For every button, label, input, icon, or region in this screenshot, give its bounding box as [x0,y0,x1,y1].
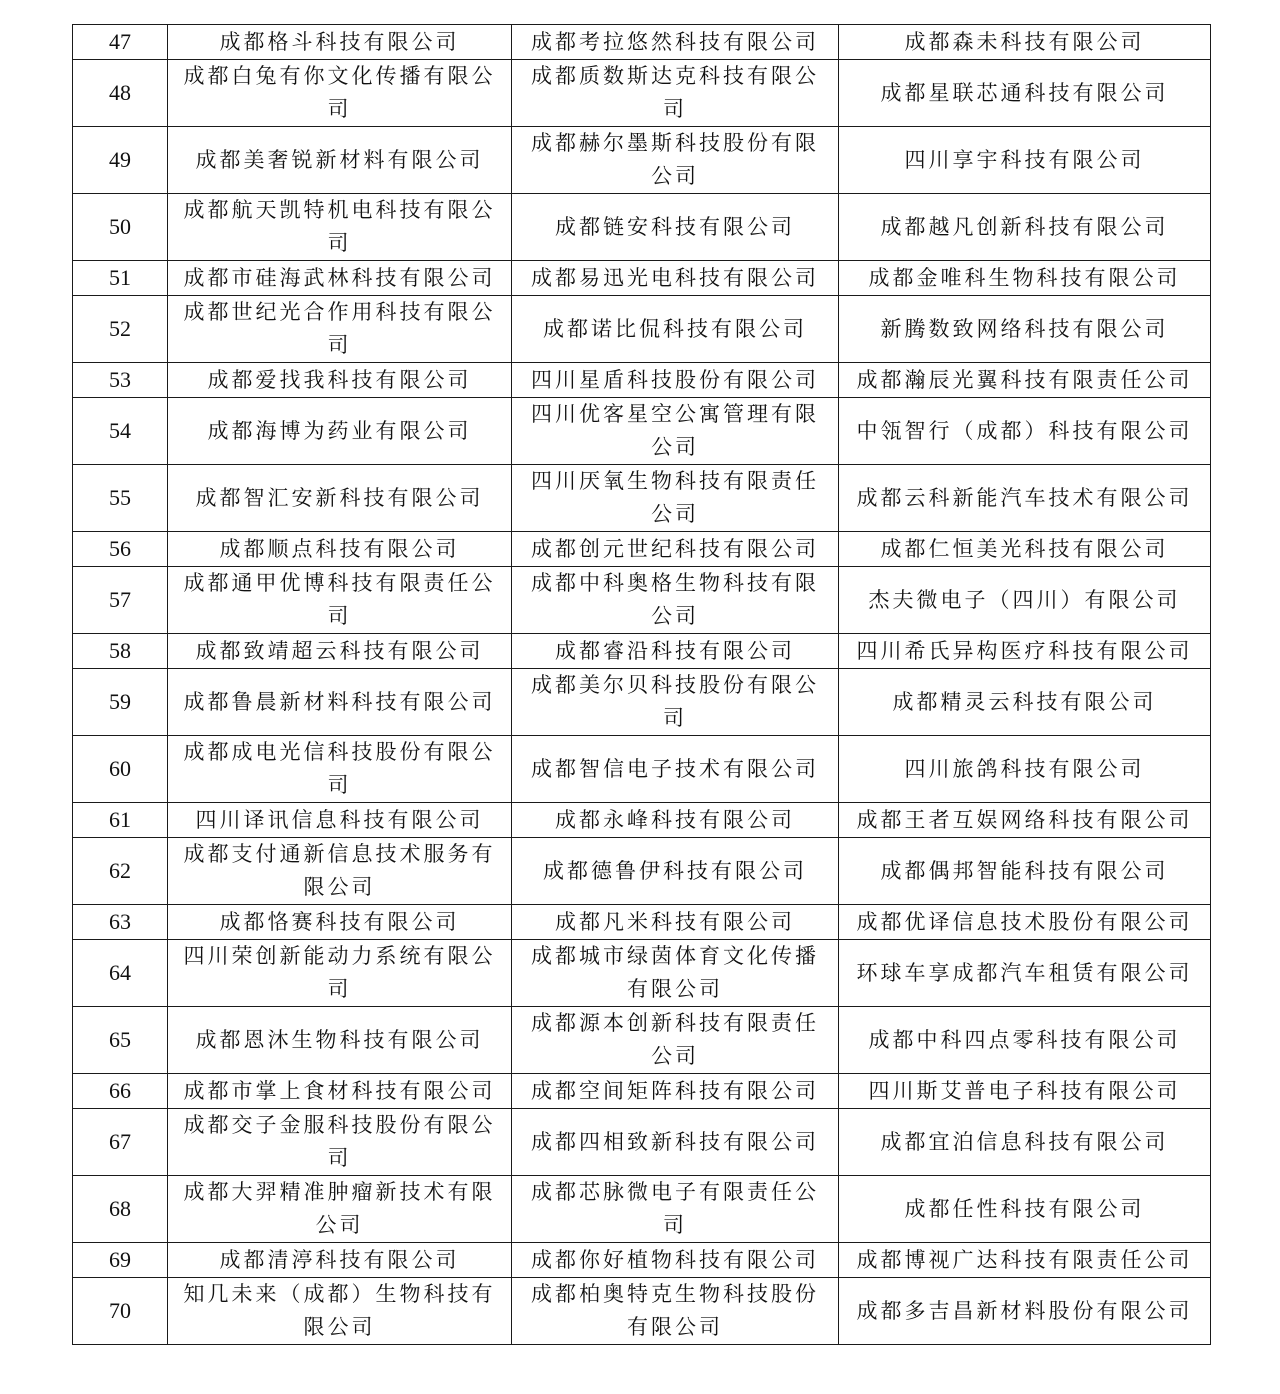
company-cell-col2: 成都智信电子技术有限公司 [512,736,839,803]
company-cell-col1: 成都恪赛科技有限公司 [168,905,512,940]
company-cell-col1: 成都致靖超云科技有限公司 [168,634,512,669]
company-cell-col1: 成都成电光信科技股份有限公司 [168,736,512,803]
row-number: 64 [73,940,168,1007]
company-cell-col2: 成都德鲁伊科技有限公司 [512,838,839,905]
company-cell-col3: 成都中科四点零科技有限公司 [839,1007,1211,1074]
row-number: 65 [73,1007,168,1074]
row-number: 58 [73,634,168,669]
row-number: 67 [73,1109,168,1176]
company-cell-col2: 成都城市绿茵体育文化传播有限公司 [512,940,839,1007]
company-cell-col3: 成都森未科技有限公司 [839,25,1211,60]
company-cell-col3: 成都任性科技有限公司 [839,1176,1211,1243]
company-cell-col1: 成都市硅海武林科技有限公司 [168,261,512,296]
company-cell-col1: 成都恩沐生物科技有限公司 [168,1007,512,1074]
company-cell-col3: 成都越凡创新科技有限公司 [839,194,1211,261]
table-row [73,1074,1211,1109]
company-cell-col3: 成都金唯科生物科技有限公司 [839,261,1211,296]
company-cell-col1: 成都清渟科技有限公司 [168,1243,512,1278]
table-row [73,634,1211,669]
row-number: 55 [73,465,168,532]
row-number: 54 [73,398,168,465]
company-cell-col3: 成都仁恒美光科技有限公司 [839,532,1211,567]
table-row [73,1278,1211,1345]
company-cell-col1: 成都通甲优博科技有限责任公司 [168,567,512,634]
table-body [73,25,1211,1345]
table-row [73,838,1211,905]
table-row [73,1109,1211,1176]
company-cell-col1: 成都海博为药业有限公司 [168,398,512,465]
company-cell-col1: 知几未来（成都）生物科技有限公司 [168,1278,512,1345]
row-number: 59 [73,669,168,736]
company-cell-col3: 四川享宇科技有限公司 [839,127,1211,194]
company-cell-col1: 成都航天凯特机电科技有限公司 [168,194,512,261]
company-cell-col1: 成都顺点科技有限公司 [168,532,512,567]
company-cell-col2: 成都源本创新科技有限责任公司 [512,1007,839,1074]
table-row [73,532,1211,567]
row-number: 51 [73,261,168,296]
table-row [73,60,1211,127]
row-number: 52 [73,296,168,363]
company-cell-col1: 四川译讯信息科技有限公司 [168,803,512,838]
company-cell-col2: 成都创元世纪科技有限公司 [512,532,839,567]
row-number: 47 [73,25,168,60]
company-cell-col2: 成都考拉悠然科技有限公司 [512,25,839,60]
company-cell-col2: 成都四相致新科技有限公司 [512,1109,839,1176]
company-cell-col2: 成都你好植物科技有限公司 [512,1243,839,1278]
table-row [73,363,1211,398]
company-cell-col3: 成都王者互娱网络科技有限公司 [839,803,1211,838]
company-cell-col2: 成都空间矩阵科技有限公司 [512,1074,839,1109]
company-cell-col3: 成都瀚辰光翼科技有限责任公司 [839,363,1211,398]
row-number: 63 [73,905,168,940]
company-cell-col2: 成都链安科技有限公司 [512,194,839,261]
table-row [73,296,1211,363]
company-cell-col1: 四川荣创新能动力系统有限公司 [168,940,512,1007]
company-cell-col3: 杰夫微电子（四川）有限公司 [839,567,1211,634]
company-cell-col2: 成都柏奥特克生物科技股份有限公司 [512,1278,839,1345]
company-cell-col3: 新腾数致网络科技有限公司 [839,296,1211,363]
row-number: 61 [73,803,168,838]
company-cell-col2: 四川厌氧生物科技有限责任公司 [512,465,839,532]
table-row [73,803,1211,838]
company-cell-col1: 成都美奢锐新材料有限公司 [168,127,512,194]
company-cell-col2: 成都睿沿科技有限公司 [512,634,839,669]
row-number: 50 [73,194,168,261]
company-cell-col2: 成都美尔贝科技股份有限公司 [512,669,839,736]
company-cell-col1: 成都交子金服科技股份有限公司 [168,1109,512,1176]
table-row [73,669,1211,736]
company-cell-col3: 成都偶邦智能科技有限公司 [839,838,1211,905]
row-number: 62 [73,838,168,905]
table-row [73,940,1211,1007]
company-cell-col3: 中瓴智行（成都）科技有限公司 [839,398,1211,465]
company-cell-col1: 成都世纪光合作用科技有限公司 [168,296,512,363]
row-number: 69 [73,1243,168,1278]
company-cell-col2: 成都永峰科技有限公司 [512,803,839,838]
company-cell-col2: 成都诺比侃科技有限公司 [512,296,839,363]
table-row [73,25,1211,60]
table-row [73,194,1211,261]
company-cell-col2: 四川星盾科技股份有限公司 [512,363,839,398]
table-row [73,398,1211,465]
company-cell-col2: 成都芯脉微电子有限责任公司 [512,1176,839,1243]
table-row [73,261,1211,296]
company-cell-col1: 成都白兔有你文化传播有限公司 [168,60,512,127]
company-cell-col3: 环球车享成都汽车租赁有限公司 [839,940,1211,1007]
company-cell-col3: 四川希氏异构医疗科技有限公司 [839,634,1211,669]
company-cell-col3: 四川斯艾普电子科技有限公司 [839,1074,1211,1109]
company-cell-col3: 成都多吉昌新材料股份有限公司 [839,1278,1211,1345]
company-cell-col2: 四川优客星空公寓管理有限公司 [512,398,839,465]
table-row [73,1007,1211,1074]
table-row [73,465,1211,532]
row-number: 49 [73,127,168,194]
company-cell-col2: 成都中科奥格生物科技有限公司 [512,567,839,634]
company-cell-col2: 成都易迅光电科技有限公司 [512,261,839,296]
table-row [73,127,1211,194]
row-number: 60 [73,736,168,803]
row-number: 56 [73,532,168,567]
row-number: 53 [73,363,168,398]
company-cell-col1: 成都爱找我科技有限公司 [168,363,512,398]
company-cell-col1: 成都支付通新信息技术服务有限公司 [168,838,512,905]
company-cell-col2: 成都凡米科技有限公司 [512,905,839,940]
table-row [73,736,1211,803]
table-row [73,567,1211,634]
row-number: 66 [73,1074,168,1109]
company-cell-col1: 成都市掌上食材科技有限公司 [168,1074,512,1109]
company-list-table [72,24,1211,1345]
company-cell-col3: 成都优译信息技术股份有限公司 [839,905,1211,940]
company-cell-col3: 四川旅鸽科技有限公司 [839,736,1211,803]
company-cell-col2: 成都赫尔墨斯科技股份有限公司 [512,127,839,194]
company-cell-col3: 成都精灵云科技有限公司 [839,669,1211,736]
table-row [73,1176,1211,1243]
row-number: 48 [73,60,168,127]
company-cell-col1: 成都大羿精准肿瘤新技术有限公司 [168,1176,512,1243]
company-cell-col3: 成都星联芯通科技有限公司 [839,60,1211,127]
company-cell-col2: 成都质数斯达克科技有限公司 [512,60,839,127]
company-cell-col1: 成都格斗科技有限公司 [168,25,512,60]
company-cell-col1: 成都鲁晨新材料科技有限公司 [168,669,512,736]
row-number: 68 [73,1176,168,1243]
company-cell-col3: 成都博视广达科技有限责任公司 [839,1243,1211,1278]
company-cell-col3: 成都云科新能汽车技术有限公司 [839,465,1211,532]
row-number: 70 [73,1278,168,1345]
row-number: 57 [73,567,168,634]
table-row [73,1243,1211,1278]
company-cell-col3: 成都宜泊信息科技有限公司 [839,1109,1211,1176]
company-cell-col1: 成都智汇安新科技有限公司 [168,465,512,532]
table-row [73,905,1211,940]
